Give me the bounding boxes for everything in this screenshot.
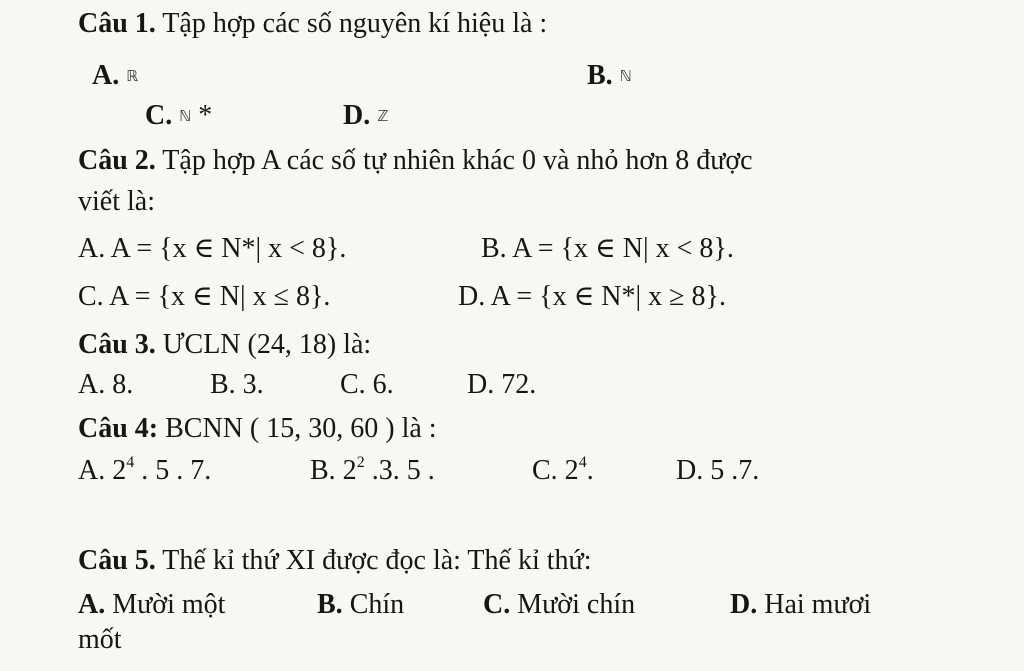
- q4-option-c: [532, 455, 594, 487]
- q1-c-label: C.: [145, 100, 173, 131]
- q5-c-label: C.: [483, 589, 511, 620]
- q2-option-a: A. A = {x ∈ N*| x < 8}.: [78, 233, 347, 264]
- q5-option-d-cont: mốt: [78, 624, 122, 655]
- q1-option-c: [145, 100, 212, 132]
- q2-heading: [78, 145, 753, 177]
- q1-d-label: D.: [343, 100, 371, 131]
- q4-text: BCNN ( 15, 30, 60 ) là :: [165, 413, 437, 444]
- q5-c-value: Mười chín: [517, 589, 636, 620]
- q2-text-cont: viết là:: [78, 186, 155, 217]
- q2-option-b: B. A = {x ∈ N| x < 8}.: [481, 233, 734, 264]
- q5-option-b: [317, 589, 404, 621]
- q3-label: Câu 3.: [78, 329, 156, 360]
- q1-c-value: ℕ: [179, 107, 192, 125]
- q4-c-exponent: 4: [578, 454, 587, 471]
- q1-heading: [78, 8, 547, 40]
- q5-b-label: B.: [317, 589, 343, 620]
- q5-heading: [78, 545, 591, 577]
- q2-option-c: C. A = {x ∈ N| x ≤ 8}.: [78, 281, 331, 312]
- q5-text: Thế kỉ thứ XI được đọc là: Thế kỉ thứ:: [162, 545, 592, 576]
- q3-option-b: B. 3.: [210, 369, 264, 400]
- q5-d-value: Hai mươi: [764, 589, 872, 620]
- q4-b-exponent: 2: [356, 454, 365, 471]
- q2-option-d: D. A = {x ∈ N*| x ≥ 8}.: [458, 281, 726, 312]
- q5-label: Câu 5.: [78, 545, 156, 576]
- q3-option-c: C. 6.: [340, 369, 394, 400]
- q5-a-label: A.: [78, 589, 106, 620]
- q1-a-value: ℝ: [126, 67, 139, 85]
- q1-text: Tập hợp các số nguyên kí hiệu là :: [162, 8, 548, 39]
- q1-a-label: A.: [92, 60, 120, 91]
- q2-label: Câu 2.: [78, 145, 156, 176]
- q4-c-base: C. 2: [532, 455, 579, 486]
- q3-option-a: A. 8.: [78, 369, 134, 400]
- q5-b-value: Chín: [349, 589, 405, 620]
- q3-text: ƯCLN (24, 18) là:: [162, 329, 372, 360]
- q1-option-b: [587, 60, 632, 92]
- q3-heading: [78, 329, 371, 361]
- q4-a-rest: . 5 . 7.: [134, 455, 212, 486]
- q2-text: Tập hợp A các số tự nhiên khác 0 và nhỏ hơn 8 được: [162, 145, 753, 176]
- q5-option-c: [483, 589, 635, 621]
- q4-label: Câu 4:: [78, 413, 159, 444]
- q4-heading: [78, 413, 437, 445]
- q1-b-value: ℕ: [619, 67, 632, 85]
- q5-a-value: Mười một: [112, 589, 226, 620]
- q1-b-label: B.: [587, 60, 613, 91]
- q1-label: Câu 1.: [78, 8, 156, 39]
- q4-option-d: D. 5 .7.: [676, 455, 760, 486]
- q4-c-rest: .: [586, 455, 594, 486]
- q1-option-a: [92, 60, 138, 92]
- q4-option-a: [78, 455, 211, 487]
- q1-d-value: ℤ: [377, 107, 389, 125]
- q1-option-d: [343, 100, 388, 132]
- q4-option-b: [310, 455, 435, 487]
- q5-option-d: [730, 589, 871, 621]
- q4-a-exponent: 4: [126, 454, 135, 471]
- q5-d-label: D.: [730, 589, 758, 620]
- q1-c-star: *: [198, 100, 213, 131]
- q4-b-base: B. 2: [310, 455, 357, 486]
- q4-a-base: A. 2: [78, 455, 127, 486]
- q5-option-a: [78, 589, 225, 621]
- q3-option-d: D. 72.: [467, 369, 537, 400]
- q4-b-rest: .3. 5 .: [364, 455, 435, 486]
